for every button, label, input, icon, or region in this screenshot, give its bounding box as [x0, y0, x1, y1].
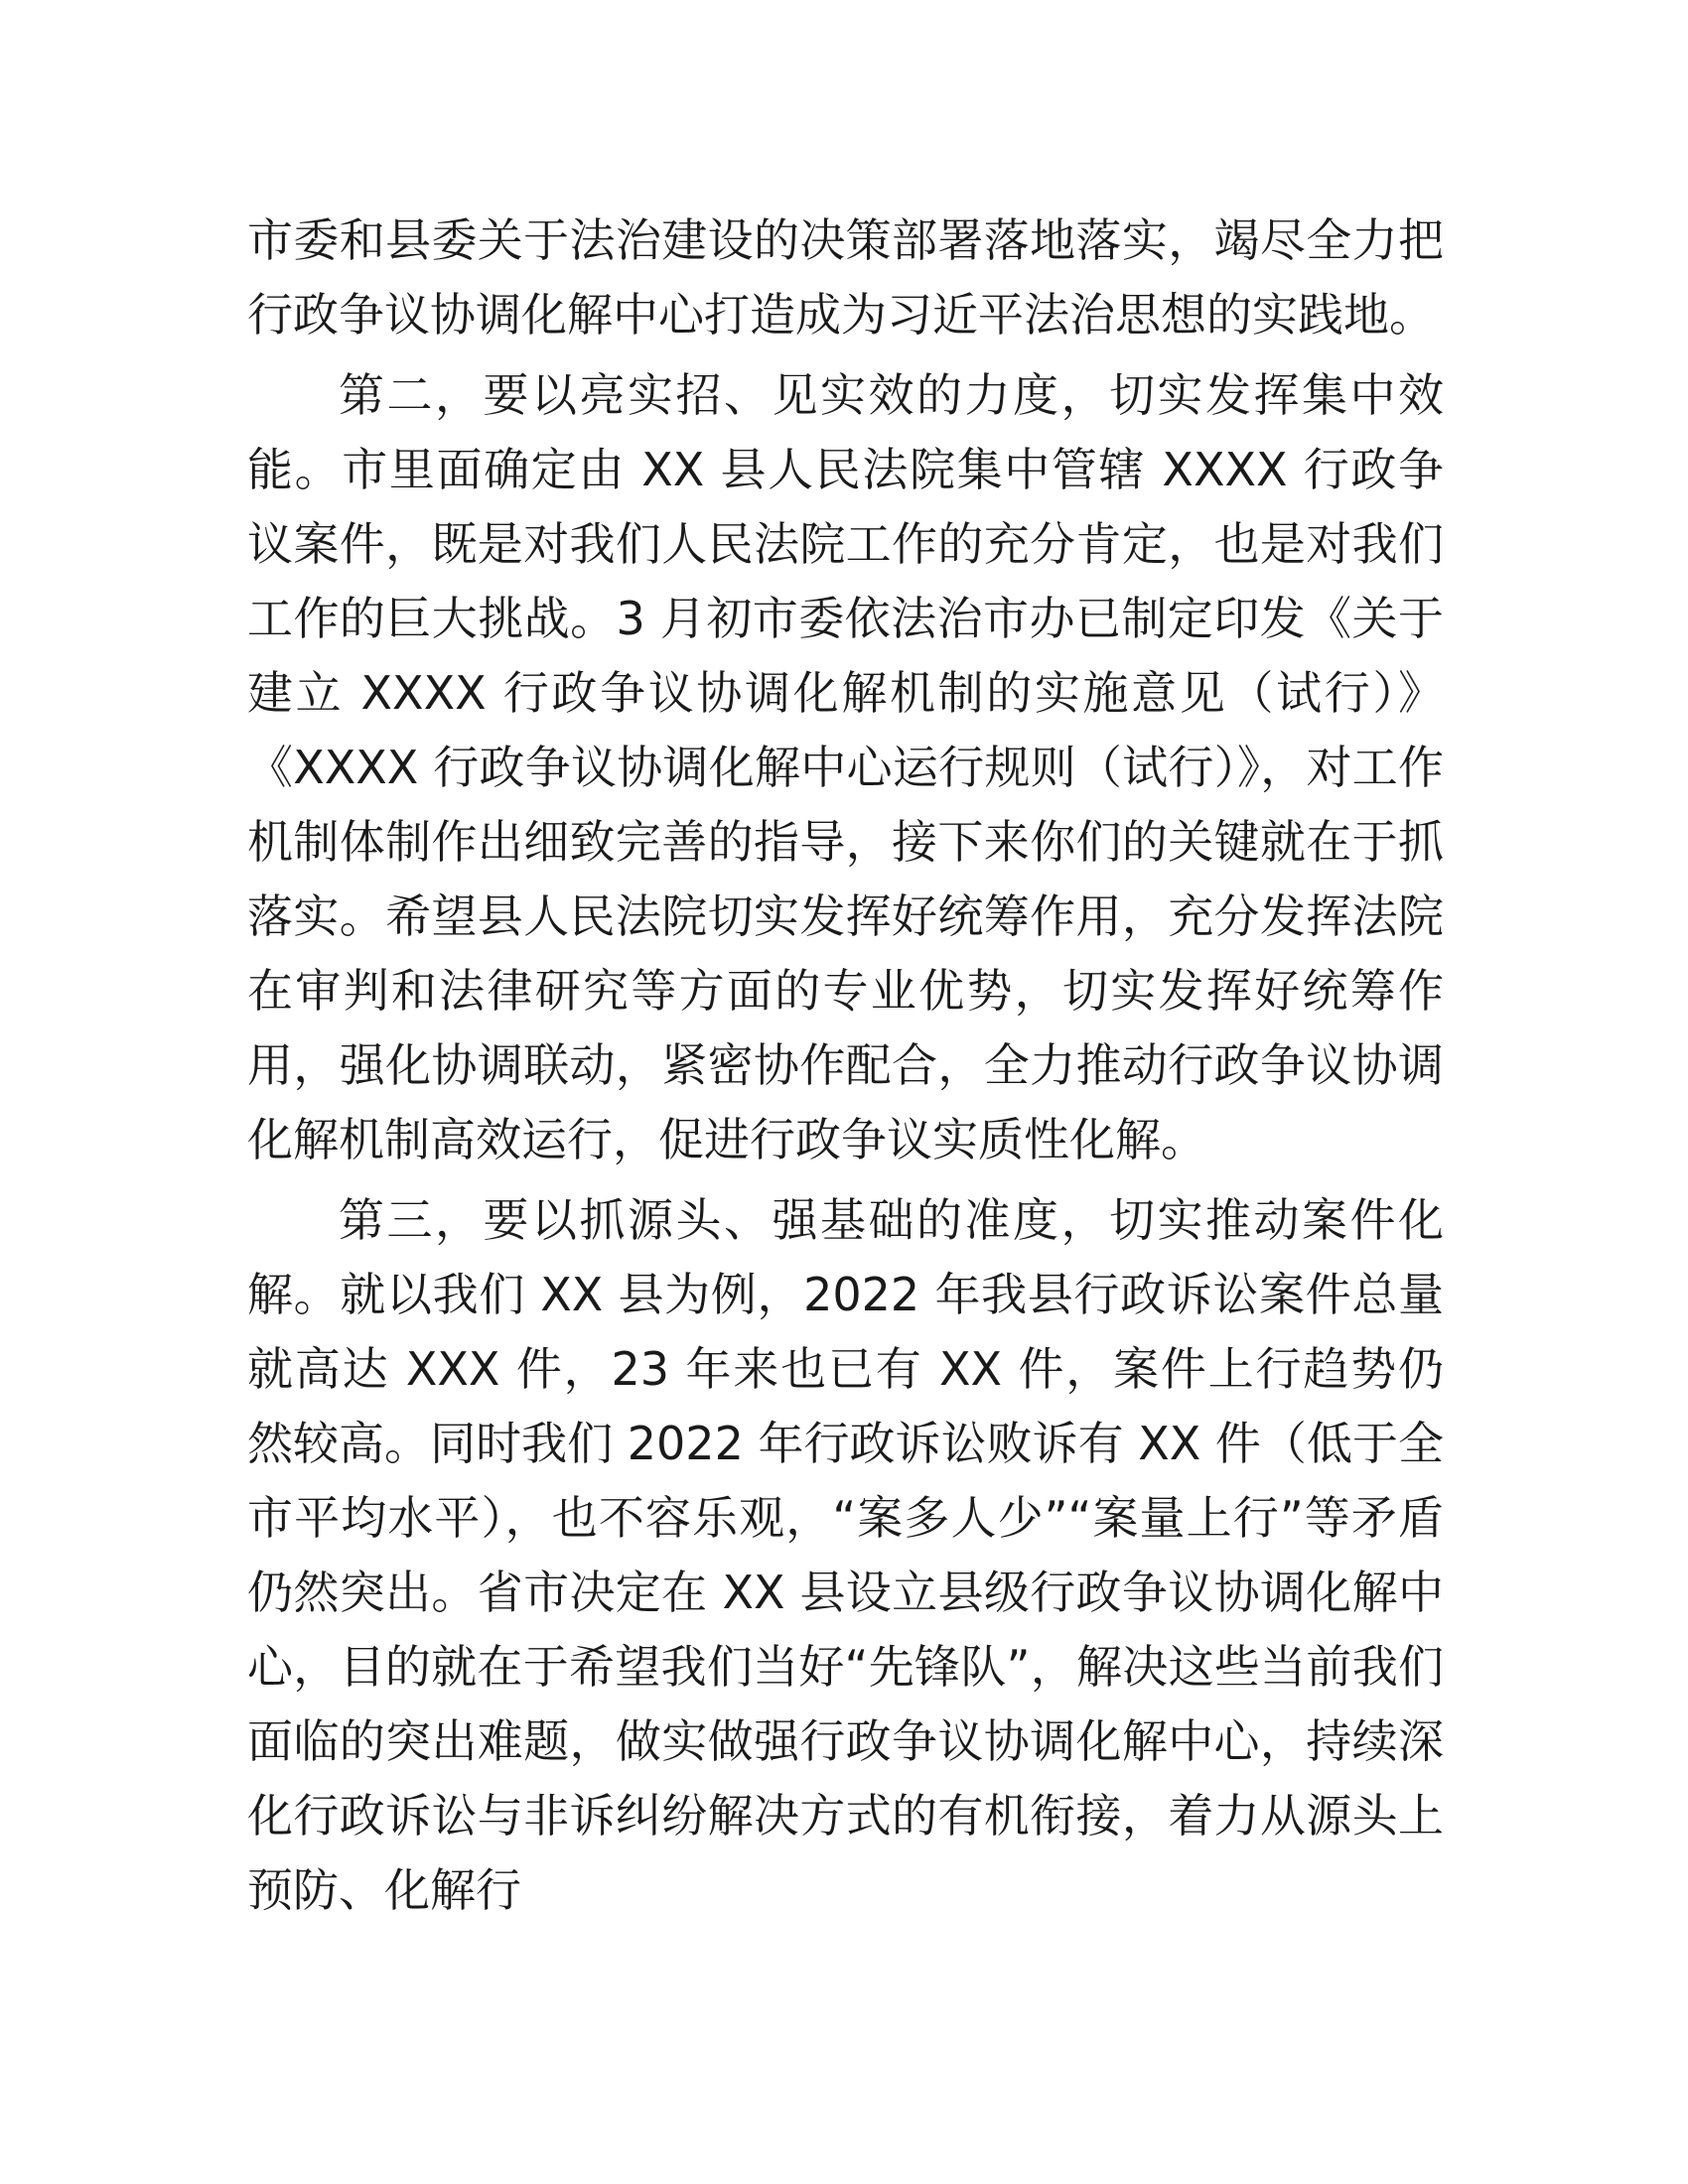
- document-body: [247, 204, 1444, 1928]
- paragraph-second-point: 第二，要以亮实招、见实效的力度，切实发挥集中效能。市里面确定由 XX 县人民法院集中管辖 XXXX 行政争议案件，既是对我们人民法院工作的充分肯定，也是对我们工作的巨大挑战。3 月初市委依法治市办已制定印发《关于建立 XXXX 行政争议协调化解机制的实施意见（试行）》《XXXX 行政争议协调化解中心运行规则（试行）》，对工作机制体制作出细致完善的指导，接下来你们的关键就在于抓落实。希望县人民法院切实发挥好统筹作用，充分发挥法院在审判和法律研究等方面的专业优势，切实发挥好统筹作用，强化协调联动，紧密协作配合，全力推动行政争议协调化解机制高效运行，促进行政争议实质性化解。: [247, 368, 1444, 1166]
- paragraph-third-point: 第三，要以抓源头、强基础的准度，切实推动案件化解。就以我们 XX 县为例，2022 年我县行政诉讼案件总量就高达 XXX 件，23 年来也已有 XX 件，案件上行趋势仍然较高。同时我们 2022 年行政诉讼败诉有 XX 件（低于全市平均水平），也不容乐观，“案多人少”“案量上行”等矛盾仍然突出。省市决定在 XX 县设立县级行政争议协调化解中心，目的就在于希望我们当好“先锋队”，解决这些当前我们面临的突出难题，做实做强行政争议协调化解中心，持续深化行政诉讼与非诉纠纷解决方式的有机衔接，着力从源头上预防、化解行: [247, 1193, 1444, 1917]
- paragraph-continuation: 市委和县委关于法治建设的决策部署落地落实，竭尽全力把行政争议协调化解中心打造成为习近平法治思想的实践地。: [247, 213, 1444, 341]
